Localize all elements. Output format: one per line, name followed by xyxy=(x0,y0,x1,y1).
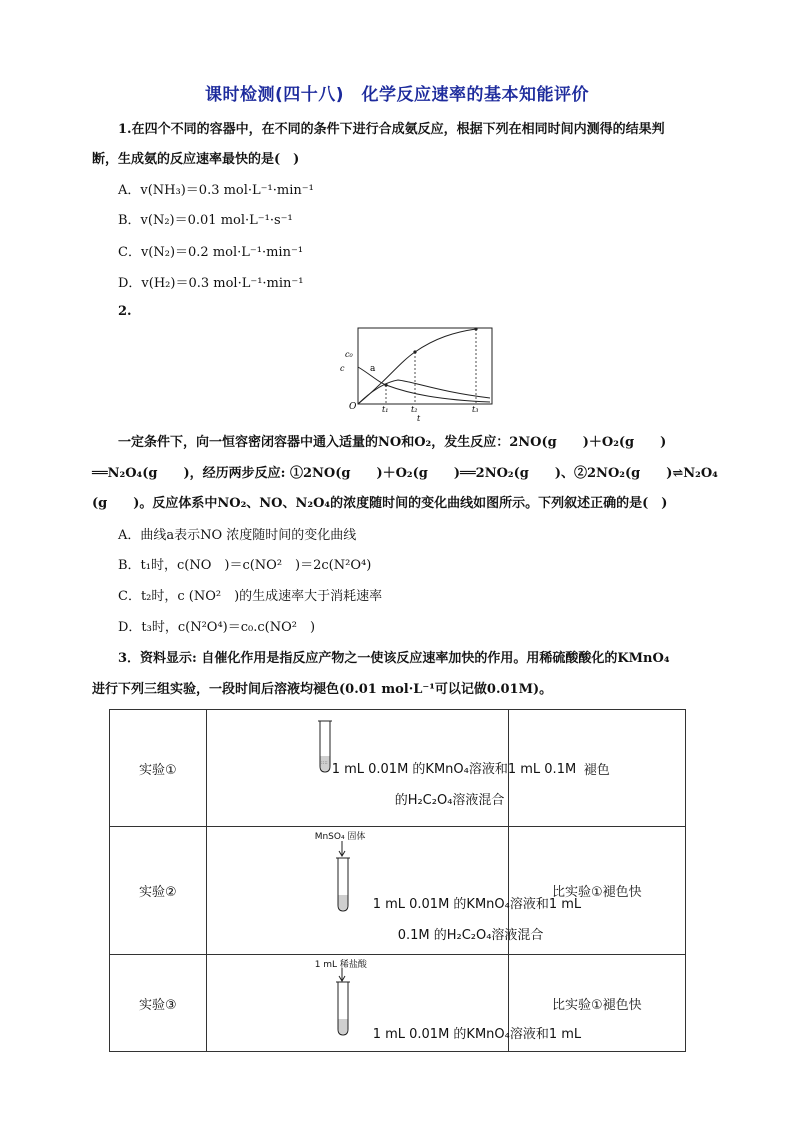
experiment-result: 比实验①褪色快 xyxy=(508,827,685,955)
t2-label: t₂ xyxy=(411,405,418,414)
reagent-label: 1 mL 稀盐酸 xyxy=(314,960,367,970)
experiment-description-line1: 1 mL 0.01M 的KMnO₄溶液和1 mL xyxy=(372,1027,582,1042)
experiment-name: 实验③ xyxy=(110,955,207,1052)
curve-a xyxy=(358,367,490,402)
y-axis-label: c xyxy=(340,364,345,373)
q3-stem-line1: 3．资料显示: 自催化作用是指反应产物之一使该反应速率加快的作用。用稀硫酸酸化的KMnO₄ xyxy=(118,651,670,666)
q2-number: 2. xyxy=(118,304,132,319)
experiment-setup xyxy=(206,955,582,1052)
q2-option-a: A．曲线a表示NO 浓度随时间的变化曲线 xyxy=(118,528,357,543)
q1-option-c: C．v(N₂)＝0.2 mol·L⁻¹·min⁻¹ xyxy=(118,245,304,260)
q3-stem-line2: 进行下列三组实验，一段时间后溶液均褪色(0.01 mol·L⁻¹可以记做0.01M)。 xyxy=(92,682,553,697)
test-tube-icon xyxy=(335,981,351,1037)
experiment-description-line1: 1 mL 0.01M 的KMnO₄溶液和1 mL 0.1M xyxy=(331,762,577,777)
down-arrow-icon xyxy=(338,841,346,857)
t1-label: t₁ xyxy=(382,405,389,414)
experiment-description-line2: 的H₂C₂O₄溶液混合 xyxy=(394,793,505,808)
t2-point xyxy=(413,350,416,353)
experiment-result: 比实验①褪色快 xyxy=(508,955,685,1052)
table-row xyxy=(110,710,686,827)
q2-option-c: C．t₂时，c (NO² )的生成速率大于消耗速率 xyxy=(118,589,383,604)
q1-stem-line2: 断，生成氨的反应速率最快的是( ) xyxy=(92,152,300,167)
test-tube-icon xyxy=(317,720,333,774)
origin-label: O xyxy=(349,402,357,412)
experiment-name: 实验② xyxy=(110,827,207,955)
q2-stem-line3: (g )。反应体系中NO₂、NO、N₂O₄的浓度随时间的变化曲线如图所示。下列叙述正确的是( ) xyxy=(92,496,668,511)
experiment-name: 实验① xyxy=(110,710,207,827)
experiment-setup xyxy=(206,827,582,955)
q2-stem-line2: ══N₂O₄(g )，经历两步反应: ①2NO(g )＋O₂(g )══2NO₂(g )、②2NO₂(g )⇌N₂O₄ xyxy=(92,466,718,481)
experiment-setup xyxy=(206,710,577,827)
q1-stem-line1: 1.在四个不同的容器中，在不同的条件下进行合成氨反应，根据下列在相同时间内测得的结果判 xyxy=(118,122,665,137)
q1-option-a: A．v(NH₃)＝0.3 mol·L⁻¹·min⁻¹ xyxy=(118,183,314,198)
x-axis-label: t xyxy=(417,414,421,422)
q1-option-d: D．v(H₂)＝0.3 mol·L⁻¹·min⁻¹ xyxy=(118,276,304,291)
table-row xyxy=(110,827,686,955)
curve-a-label: a xyxy=(370,364,376,374)
test-tube-icon xyxy=(335,857,351,913)
page-title: 课时检测(四十八) 化学反应速率的基本知能评价 xyxy=(204,85,590,105)
table-row xyxy=(110,955,686,1052)
c0-label: c₀ xyxy=(345,350,353,359)
down-arrow-icon xyxy=(338,968,346,982)
q1-option-b: B．v(N₂)＝0.01 mol·L⁻¹·s⁻¹ xyxy=(118,213,293,228)
q2-option-b: B．t₁时，c(NO )＝c(NO² )＝2c(N²O⁴) xyxy=(118,558,372,573)
experiment-description-line2: 0.1M 的H₂C₂O₄溶液混合 xyxy=(397,928,544,943)
graph-frame xyxy=(358,328,492,404)
q2-stem-line1: 一定条件下，向一恒容密闭容器中通入适量的NO和O₂，发生反应：2NO(g )＋O₂(g ) xyxy=(118,435,667,450)
t1-point xyxy=(384,383,387,386)
concentration-time-graph xyxy=(330,322,495,422)
reagent-label: MnSO₄ 固体 xyxy=(314,832,366,842)
experiment-description-line1: 1 mL 0.01M 的KMnO₄溶液和1 mL xyxy=(372,897,582,912)
experiment-table xyxy=(109,709,686,1052)
t3-point xyxy=(474,327,477,330)
svg-text:::::: :::: xyxy=(320,760,328,766)
t3-label: t₃ xyxy=(472,405,479,414)
q2-option-d: D．t₃时，c(N²O⁴)＝c₀.c(NO² ) xyxy=(118,620,316,635)
experiment-result: 褪色 xyxy=(508,710,685,827)
